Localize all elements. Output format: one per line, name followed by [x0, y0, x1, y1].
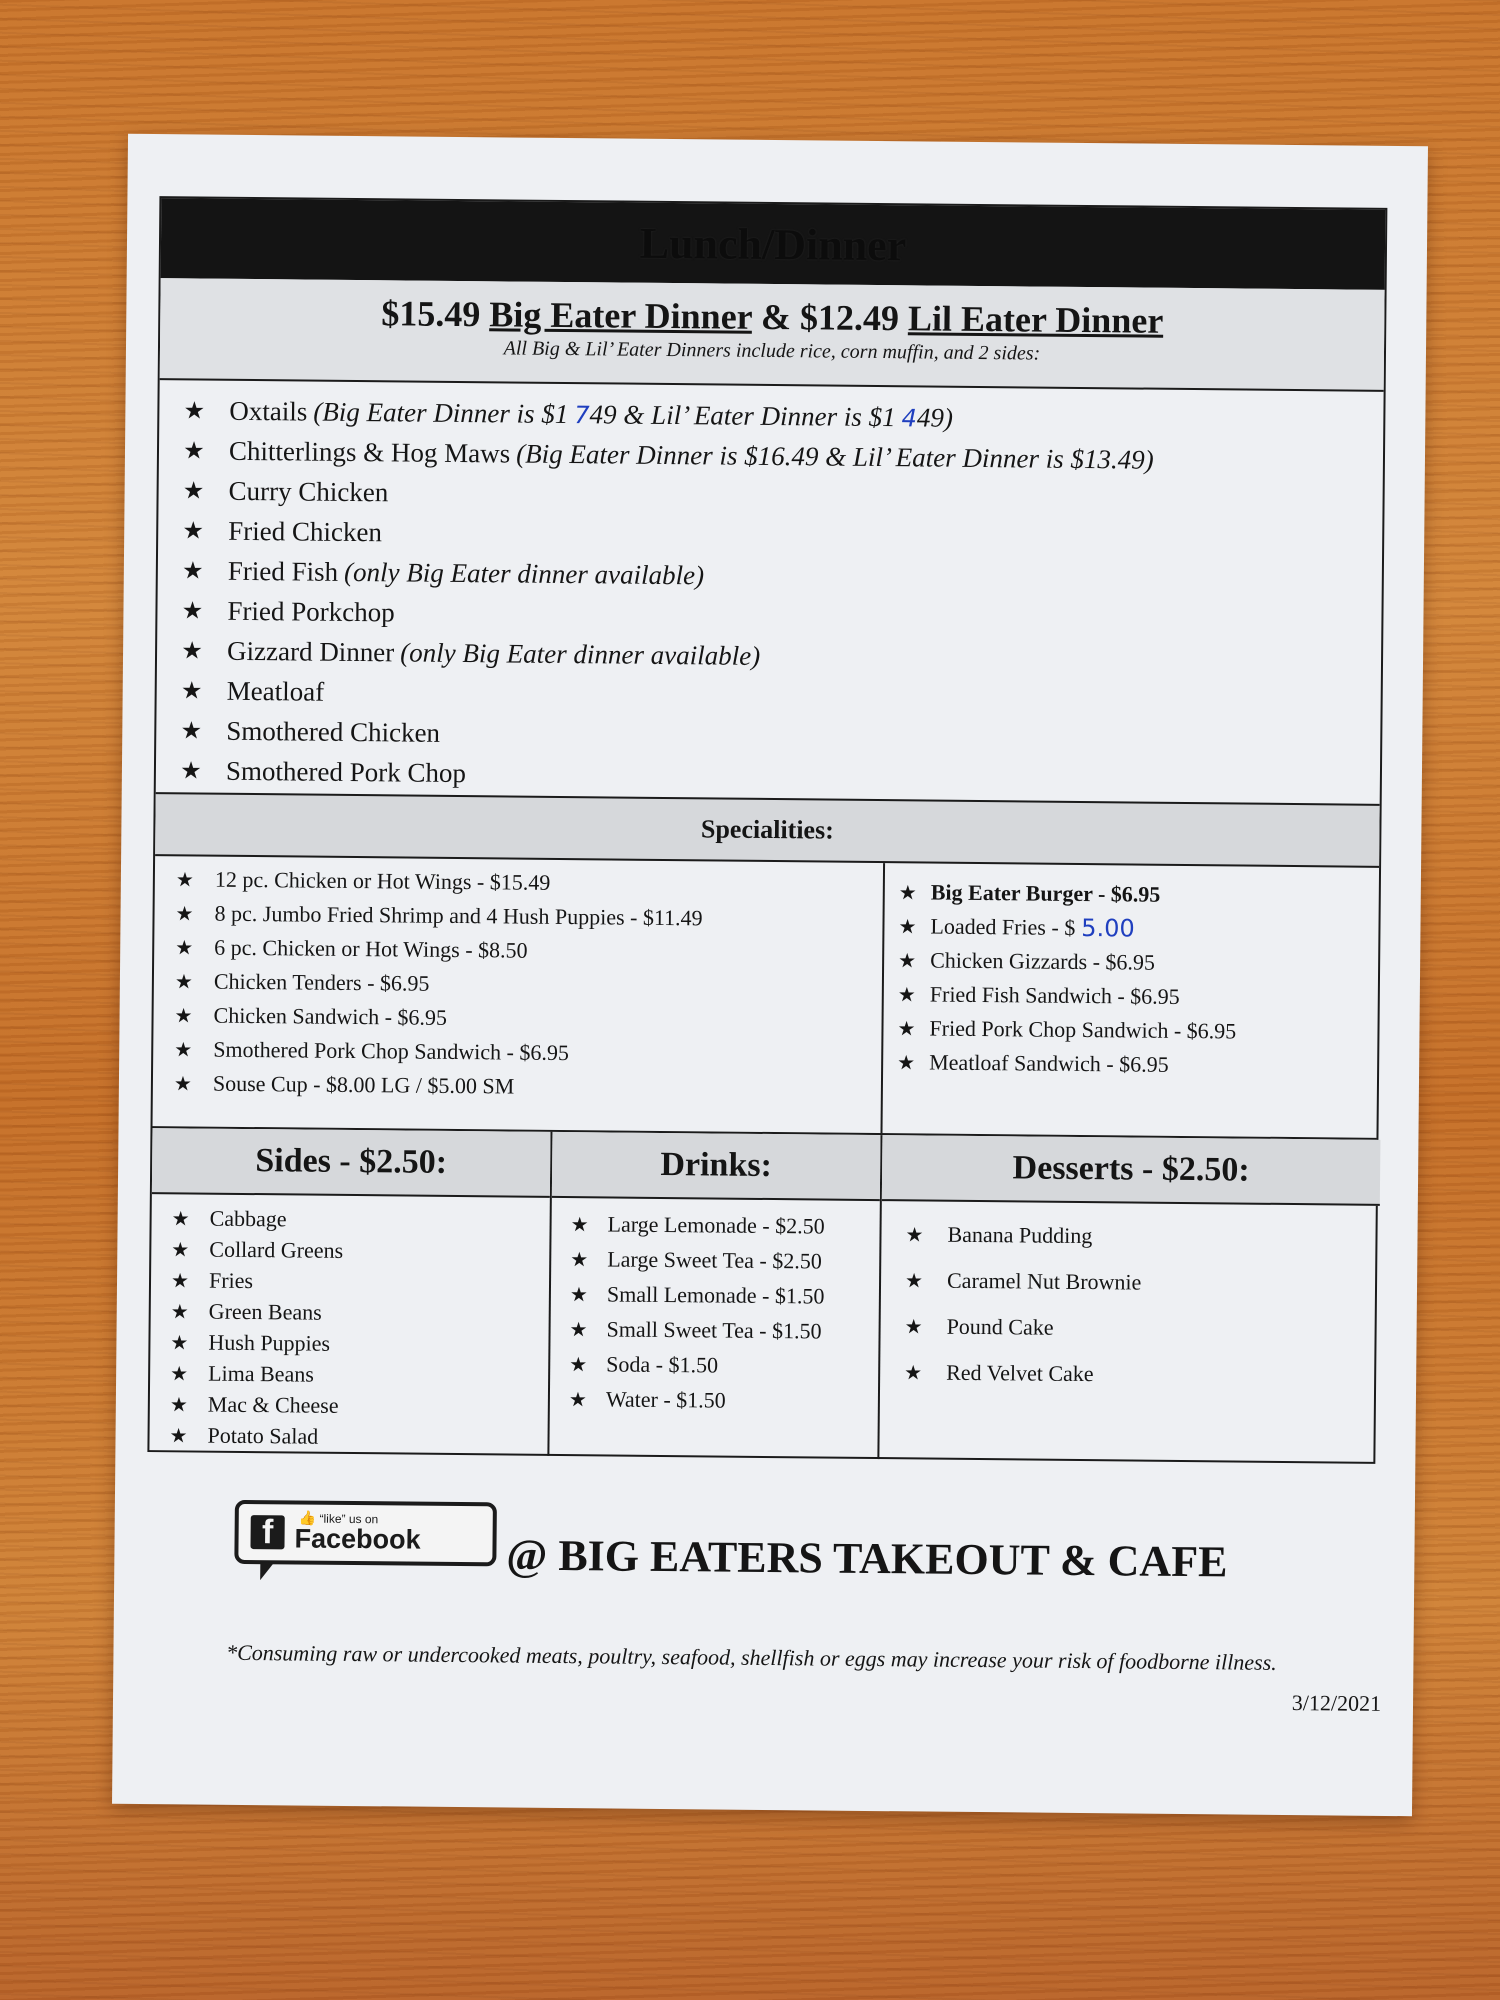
star-icon: ★ [897, 1016, 916, 1041]
item-label: 8 pc. Jumbo Fried Shrimp and 4 Hush Puppies - $11.49 [214, 900, 703, 931]
dinner-item-name: Fried Chicken [228, 515, 383, 547]
star-icon: ★ [570, 1211, 589, 1236]
amp: & [760, 296, 792, 338]
item-label: Lima Beans [208, 1360, 314, 1387]
banner-title: Lunch/Dinner [639, 218, 907, 270]
handwritten-digit: 4 [901, 403, 918, 432]
star-icon: ★ [170, 1267, 190, 1292]
star-icon: ★ [180, 716, 203, 745]
star-icon: ★ [174, 1037, 193, 1062]
sides-list [149, 1194, 549, 1454]
list-item [883, 1045, 1381, 1084]
list-item [880, 1303, 1378, 1354]
item-label: 12 pc. Chicken or Hot Wings - $15.49 [214, 866, 551, 895]
menu-sheet [112, 134, 1428, 1816]
dinner-item-name: Fried Fish [227, 555, 339, 587]
list-item [551, 1206, 879, 1244]
star-icon: ★ [897, 1050, 916, 1075]
list-item [881, 1257, 1379, 1308]
note-part: 49 & Lil’ Eater Dinner is $1 [589, 398, 896, 432]
specialities-right-list [882, 863, 1383, 1138]
menu-banner [161, 198, 1386, 290]
item-label: Small Lemonade - $1.50 [606, 1280, 825, 1309]
facebook-icon: f [250, 1515, 284, 1549]
item-label: 6 pc. Chicken or Hot Wings - $8.50 [214, 934, 528, 963]
list-item [884, 977, 1382, 1016]
list-item [880, 1349, 1378, 1400]
menu-date: 3/12/2021 [1291, 1690, 1382, 1716]
desserts-section [879, 1135, 1380, 1464]
list-item [883, 1011, 1381, 1050]
list-item [151, 1295, 549, 1330]
item-label: Large Lemonade - $2.50 [607, 1210, 825, 1239]
big-eater-price: $15.49 [381, 293, 481, 335]
dinner-subtitle: All Big & Lil’ Eater Dinners include rice, corn muffin, and 2 sides: [503, 337, 1041, 365]
desserts-header: Desserts - $2.50: [882, 1135, 1381, 1206]
star-icon: ★ [170, 1298, 189, 1323]
facebook-like-text: “like” us on [319, 1511, 379, 1527]
food-safety-disclaimer: *Consuming raw or undercooked meats, poultry, seafood, shellfish or eggs may increase your risk of foodborne illness. [226, 1639, 1277, 1675]
facebook-text [294, 1512, 420, 1553]
item-label: Fried Pork Chop Sandwich - $6.95 [929, 1015, 1237, 1044]
handwritten-digit: 7 [574, 400, 590, 429]
drinks-list [550, 1198, 880, 1419]
star-icon: ★ [183, 436, 205, 465]
dinner-item-name: Fried Porkchop [227, 595, 395, 627]
dinner-item-note: (only Big Eater dinner available) [400, 636, 761, 671]
drinks-section [549, 1132, 882, 1459]
star-icon: ★ [568, 1386, 588, 1411]
note-part: 49) [916, 401, 954, 433]
handwritten-price: 5.00 [1081, 913, 1135, 943]
list-item [149, 1419, 547, 1454]
list-item [550, 1346, 878, 1384]
cafe-name: @ BIG EATERS TAKEOUT & CAFE [506, 1530, 1228, 1587]
item-label: Soda - $1.50 [606, 1350, 719, 1378]
item-label: Green Beans [208, 1298, 322, 1325]
thumbs-up-icon: 👍 [298, 1510, 317, 1527]
facebook-badge[interactable] [234, 1500, 497, 1567]
item-label: Big Eater Burger - $6.95 [930, 879, 1161, 907]
star-icon: ★ [170, 1329, 189, 1354]
dinner-item-name: Oxtails [229, 395, 308, 427]
star-icon: ★ [170, 1360, 189, 1385]
item-label: Small Sweet Tea - $1.50 [606, 1315, 822, 1344]
item-label: Hush Puppies [208, 1329, 331, 1356]
item-label: Fries [208, 1267, 254, 1293]
list-item [151, 1233, 549, 1268]
item-label: Meatloaf Sandwich - $6.95 [929, 1049, 1169, 1077]
star-icon: ★ [175, 935, 194, 960]
item-label: Cabbage [209, 1205, 287, 1231]
star-icon: ★ [175, 867, 194, 892]
dinner-item-note [313, 396, 953, 433]
list-item [881, 1211, 1379, 1262]
dinner-item-note: (only Big Eater dinner available) [343, 556, 705, 590]
specialities-left-list [153, 856, 886, 1133]
star-icon: ★ [904, 1314, 923, 1339]
speech-bubble-tail [260, 1562, 274, 1580]
star-icon: ★ [182, 476, 205, 505]
item-label: Banana Pudding [947, 1221, 1093, 1249]
star-icon: ★ [569, 1281, 589, 1306]
item-label: Red Velvet Cake [946, 1359, 1094, 1387]
star-icon: ★ [171, 1236, 190, 1261]
star-icon: ★ [180, 676, 203, 705]
list-item [151, 1264, 549, 1299]
lil-eater-name: Lil Eater Dinner [907, 298, 1164, 341]
list-item [150, 1326, 548, 1361]
dinner-item-name: Smothered Pork Chop [225, 755, 467, 788]
dinner-list [156, 380, 1384, 804]
star-icon: ★ [169, 1422, 188, 1447]
sides-header: Sides - $2.50: [152, 1128, 551, 1198]
specialities-header: Specialities: [155, 792, 1380, 868]
star-icon: ★ [169, 1391, 188, 1416]
star-icon: ★ [173, 1071, 193, 1096]
star-icon: ★ [905, 1222, 924, 1247]
big-eater-name: Big Eater Dinner [489, 294, 753, 337]
star-icon: ★ [182, 516, 205, 545]
star-icon: ★ [183, 396, 206, 425]
dinner-item-name: Smothered Chicken [226, 715, 441, 748]
star-icon: ★ [181, 636, 203, 665]
item-label: Smothered Pork Chop Sandwich - $6.95 [213, 1036, 570, 1066]
star-icon: ★ [570, 1246, 589, 1271]
menu-table [147, 196, 1387, 1464]
star-icon: ★ [898, 880, 917, 905]
list-item [151, 1202, 549, 1237]
sides-section [149, 1128, 552, 1456]
list-item [884, 909, 1382, 948]
star-icon: ★ [904, 1360, 923, 1385]
star-icon: ★ [174, 1003, 193, 1028]
item-label: Large Sweet Tea - $2.50 [607, 1245, 822, 1274]
dinner-header [160, 278, 1385, 392]
item-label: Potato Salad [207, 1422, 319, 1449]
item-label: Chicken Sandwich - $6.95 [213, 1002, 448, 1030]
star-icon: ★ [904, 1268, 924, 1293]
star-icon: ★ [898, 914, 917, 939]
list-item [885, 875, 1383, 914]
star-icon: ★ [175, 901, 194, 926]
desserts-list [880, 1201, 1380, 1400]
star-icon: ★ [171, 1205, 190, 1230]
star-icon: ★ [569, 1316, 588, 1341]
facebook-name: Facebook [294, 1523, 421, 1555]
list-item [550, 1311, 878, 1349]
item-label: Collard Greens [209, 1236, 344, 1263]
item-label: Caramel Nut Brownie [946, 1267, 1142, 1295]
dinner-item-name: Gizzard Dinner [226, 635, 395, 667]
note-part: (Big Eater Dinner is $1 [313, 396, 569, 429]
star-icon: ★ [181, 556, 204, 585]
dinner-item-name: Chitterlings & Hog Maws [228, 435, 511, 468]
dinner-item-note: (Big Eater Dinner is $16.49 & Lil’ Eater Dinner is $13.49) [516, 438, 1154, 475]
list-item [884, 943, 1382, 982]
star-icon: ★ [181, 596, 204, 625]
lil-eater-price: $12.49 [799, 297, 900, 339]
drinks-header: Drinks: [552, 1132, 881, 1201]
list-item [550, 1381, 878, 1419]
list-item [150, 1357, 548, 1392]
item-label: Souse Cup - $8.00 LG / $5.00 SM [212, 1070, 515, 1099]
item-label: Mac & Cheese [207, 1391, 339, 1418]
star-icon: ★ [180, 756, 202, 785]
item-label: Chicken Tenders - $6.95 [213, 968, 430, 996]
star-icon: ★ [174, 969, 193, 994]
dinner-item-name: Curry Chicken [228, 475, 389, 507]
item-label: Fried Fish Sandwich - $6.95 [929, 981, 1180, 1009]
list-item [150, 1388, 548, 1423]
item-label: Water - $1.50 [605, 1385, 726, 1413]
dinner-item-name: Meatloaf [226, 675, 325, 707]
star-icon: ★ [569, 1351, 588, 1376]
list-item [551, 1241, 879, 1279]
star-icon: ★ [898, 948, 917, 973]
list-item [551, 1276, 879, 1314]
list-item [153, 1066, 881, 1107]
star-icon: ★ [897, 982, 916, 1007]
item-label: Pound Cake [946, 1313, 1054, 1340]
item-label: Loaded Fries - $ [930, 913, 1076, 940]
item-label: Chicken Gizzards - $6.95 [930, 947, 1156, 975]
